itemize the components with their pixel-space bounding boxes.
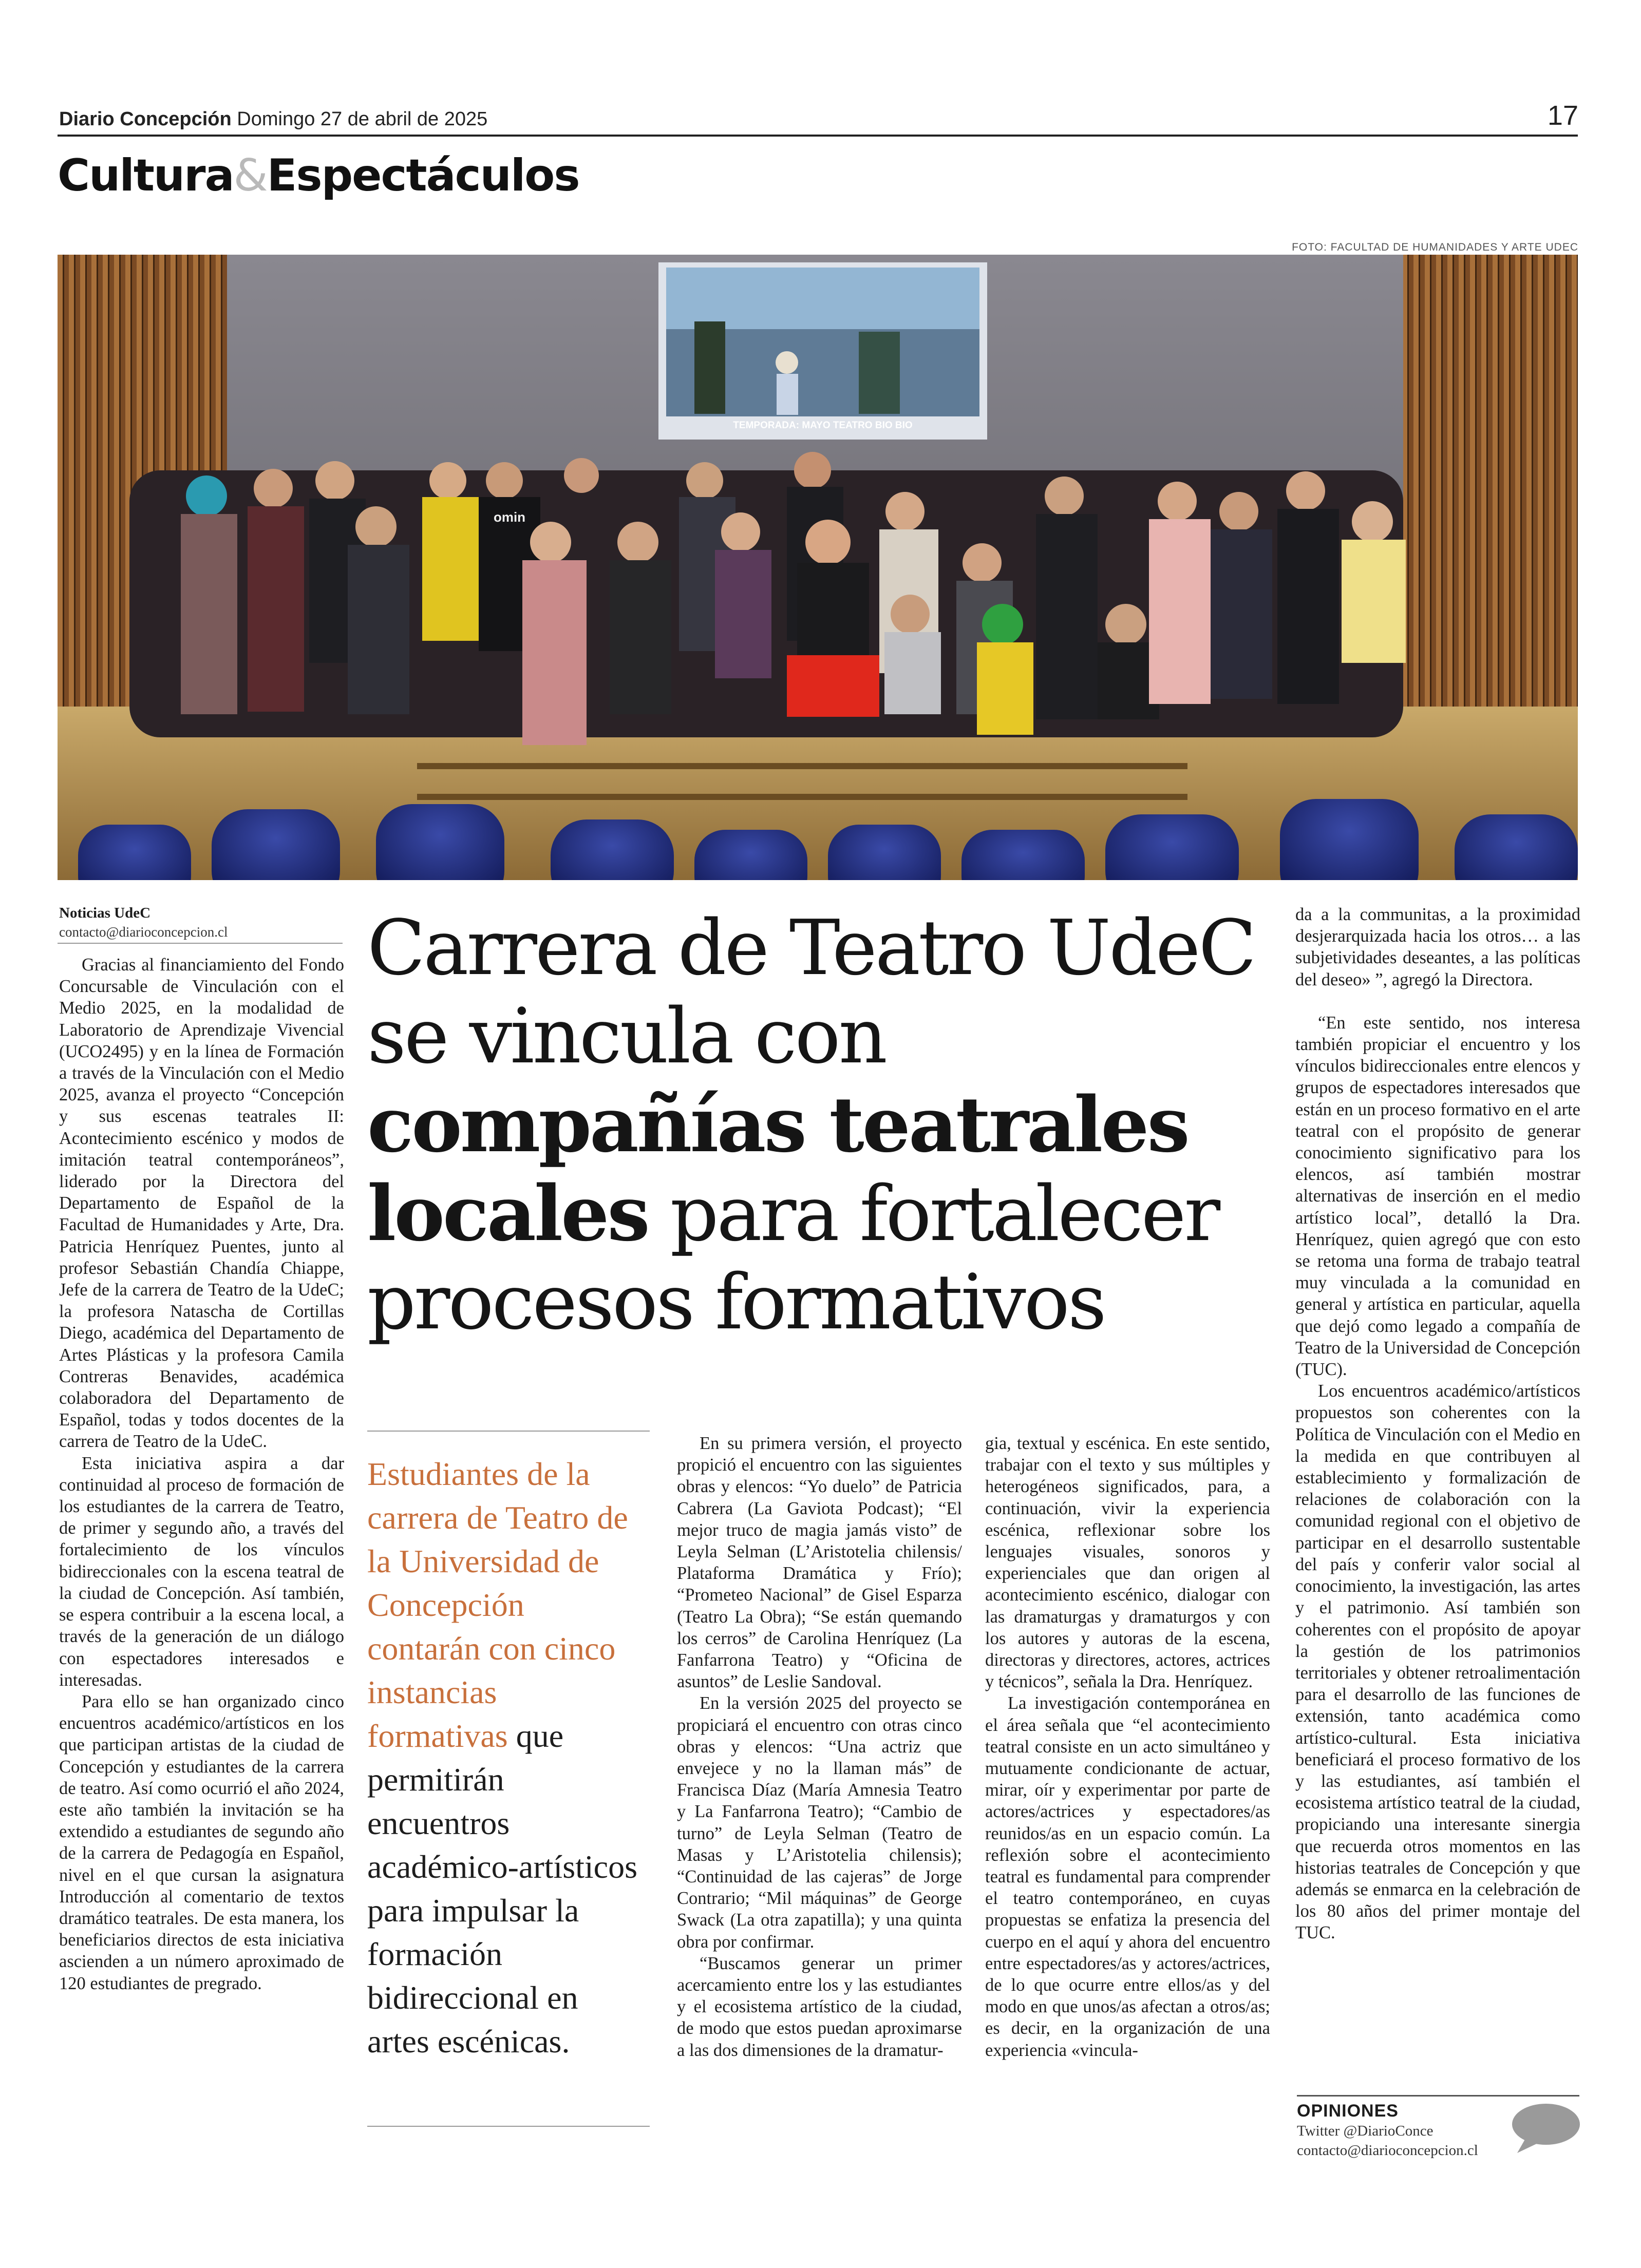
page-number: 17 [1547, 100, 1578, 131]
screen-caption: TEMPORADA: MAYO TEATRO BIO BIO [733, 420, 913, 431]
deck-rule-top [367, 1431, 650, 1432]
headline-bold: compañías teatrales locales [367, 1080, 1188, 1258]
paragraph: gia, textual y escénica. En este sentido, trabajar con el texto y sus múltiples y heterogéneos significados, para, a continuación, vivir la experiencia escénica, reflexionar sobre los lenguajes visuales, sonoros y experienciales que dan origen al acontecimiento escénico, dialogar con las dramaturgas y dramaturgos y con los autores y autoras de la escena, directoras y directores, actores, actrices y técnicos”, señala la Dra. Henríquez. [985, 1434, 1270, 1692]
section-title-part2: Espectáculos [267, 150, 579, 201]
section-title-part1: Cultura [58, 150, 234, 201]
paragraph: Para ello se han organizado cinco encuentros académico/artísticos en los que participan artistas de la ciudad de Concepción y estudiantes de la carrera de teatro. Así como ocurrió el año 2024, este año también la invitación se ha extendido a estudiantes de segundo año de la carrera de Pedagogía en Español, nivel en el que cursan la asignatura Introducción al comentario de textos dramático teatrales. De esta manera, los beneficiarios directos de esta iniciativa ascienden a un número aproximado de 120 estudiantes de pregrado. [59, 1691, 344, 1993]
byline-author: Noticias UdeC [59, 905, 151, 921]
paragraph: Gracias al financiamiento del Fondo Concursable de Vinculación con el Medio 2025, en la modalidad de Laboratorio de Aprendizaje Vivencial (UCO2495) y en la línea de Formación a través de la Vinculación con el Medio 2025, avanza el proyecto “Concepción y sus escenas teatrales II: Acontecimiento escénico y modos de imitación teatral contemporáneos”, liderado por la Directora del Departamento de Español de la Facultad de Humanidades y Arte, Dra. Patricia Henríquez Puentes, junto al profesor Sebastián Chandía Chiappe, Jefe de la carrera de Teatro de la UdeC; la profesora Natascha de Cortillas Diego, académica del Departamento de Artes Plásticas y la profesora Camila Contreras Benavides, académica colaboradora del Departamento de Español, todas y todos docentes de la carrera de Teatro de la UdeC. [59, 955, 344, 1452]
opinions-rule [1297, 2095, 1579, 2097]
header-rule [58, 135, 1578, 137]
article-column-1 [59, 954, 344, 1994]
deck-rest: que permitirán encuentros académico-artísticos para impulsar la formación bidireccional en artes escénicas. [367, 1718, 637, 2060]
paragraph: da a la communitas, a la proximidad desjerarquizada hacia los otros… a las subjetividades deseantes, a las políticas del deseo» ”, agregó la Directora. [1295, 905, 1580, 989]
masthead [59, 107, 487, 131]
byline-email[interactable]: contacto@diarioconcepcion.cl [59, 924, 228, 940]
paragraph: Esta iniciativa aspira a dar continuidad al proceso de formación de los estudiantes de la carrera de Teatro, de primer y segundo año, a través del fortalecimiento de los vínculos bidireccionales con la escena teatral de la ciudad de Concepción. Así también, se espera contribuir a la escena local, a través de la generación de un diálogo con espectadores interesados e interesadas. [59, 1453, 344, 1690]
speech-bubble-icon [1510, 2103, 1582, 2157]
article-column-5 [1295, 904, 1580, 1944]
group-photo [58, 255, 1578, 880]
issue-date: Domingo 27 de abril de 2025 [237, 108, 488, 130]
byline-rule [58, 943, 343, 944]
opinions-title: OPINIONES [1297, 2101, 1399, 2121]
article-column-4 [985, 1433, 1270, 2061]
headline-part1: Carrera de Teatro UdeC se vincula con [367, 904, 1255, 1080]
headline [367, 904, 1271, 1346]
paragraph: “Buscamos generar un primer acercamiento entre los y las estudiantes y el ecosistema artístico de la ciudad, de modo que estos puedan aproximarse a las dos dimensiones de la dramatur- [677, 1953, 962, 2060]
paragraph: Los encuentros académico/artísticos propuestos son coherentes con la Política de Vinculación con el Medio en la medida en que contribuyen al establecimiento y formalización de relaciones de colaboración con la comunidad regional con el objetivo de participar en el desarrollo sustentable del país y conferir valor social al conocimiento, la investigación, las artes y el patrimonio. Así también son coherentes con el propósito de apoyar la gestión de los patrimonios territoriales y obtener retroalimentación para el desarrollo de las funciones de extensión, tanto académica como artístico-cultural. Esta iniciativa beneficiará el proceso formativo de los y las estudiantes, así también el ecosistema artístico teatral de la ciudad, propiciando una interesante sinergia que recuerda otros momentos en las historias teatrales de Concepción y que además se enmarca en la celebración de los 80 años del primer montaje del TUC. [1295, 1381, 1580, 1943]
opinions-twitter[interactable]: Twitter @DiarioConce [1297, 2123, 1433, 2139]
deck-rule-bottom [367, 2126, 650, 2127]
newspaper-name: Diario Concepción [59, 108, 232, 130]
deck-accent: Estudiantes de la carrera de Teatro de la Universidad de Concepción contarán con cinco instancias formativas [367, 1456, 628, 1754]
paragraph: En la versión 2025 del proyecto se propiciará el encuentro con otras cinco obras y elencos: “Una actriz que envejece y no la llaman más” de Francisca Díaz (María Amnesia Teatro y La Fanfarrona Teatro); “Cambio de turno” de Leyla Selman (Teatro de Masas y L’Aristotelia chilensis); “Continuidad de las cajeras” de Jorge Contrario; “Mil máquinas” de George Swack (La otra zapatilla); y una quinta obra por confirmar. [677, 1693, 962, 1952]
opinions-email[interactable]: contacto@diarioconcepcion.cl [1297, 2142, 1478, 2159]
shirt-print: omin [493, 509, 526, 525]
section-ampersand: & [233, 150, 267, 201]
section-title [58, 148, 579, 203]
paragraph: La investigación contemporánea en el área señala que “el acontecimiento teatral consiste en un acto simultáneo y mutuamente condicionante de actuar, mirar, oír y experimentar por parte de actores/actrices y espectadores/as reunidos/as en un espacio común. La reflexión sobre el acontecimiento teatral es fundamental para comprender el teatro contemporáneo, en cuyas propuestas se enfatiza la presencia del cuerpo en el aquí y ahora del encuentro entre espectadores/as y actores/actrices, de lo que ocurre entre ellos/as y del modo en que unos/as afectan a otros/as; es decir, en la organización de una experiencia «vincula- [985, 1693, 1270, 2060]
headline-part2: para fortalecer procesos formativos [367, 1170, 1219, 1346]
paragraph: “En este sentido, nos interesa también propiciar el encuentro y los vínculos bidireccionales entre elencos y grupos de espectadores interesados que están en un proceso formativo en el arte teatral con el propósito de generar conocimiento significativo para los elencos, así también mostrar alternativas de inserción en el medio artístico local”, detalló la Dra. Henríquez, quien agregó que con esto se retoma una forma de trabajo teatral muy vinculada a la comunidad en general y artística en particular, aquella que dejó como legado a compañía de Teatro de la Universidad de Concepción (TUC). [1295, 1013, 1580, 1380]
photo-credit: FOTO: FACULTAD DE HUMANIDADES Y ARTE UDEC [1292, 241, 1578, 253]
paragraph: En su primera versión, el proyecto propició el encuentro con las siguientes obras y elencos: “Yo duelo” de Patricia Cabrera (La Gaviota Podcast); “El mejor truco de magia jamás visto” de Leyla Selman (L’Aristotelia chilensis/ Plataforma Dramática y Frío); “Prometeo Nacional” de Gisel Esparza (Teatro La Obra); “Se están quemando los cerros” de Carolina Henríquez (La Fanfarrona Teatro) y “Oficina de asuntos” de Leslie Sandoval. [677, 1434, 962, 1692]
article-column-3 [677, 1433, 962, 2061]
deck [367, 1452, 645, 2063]
